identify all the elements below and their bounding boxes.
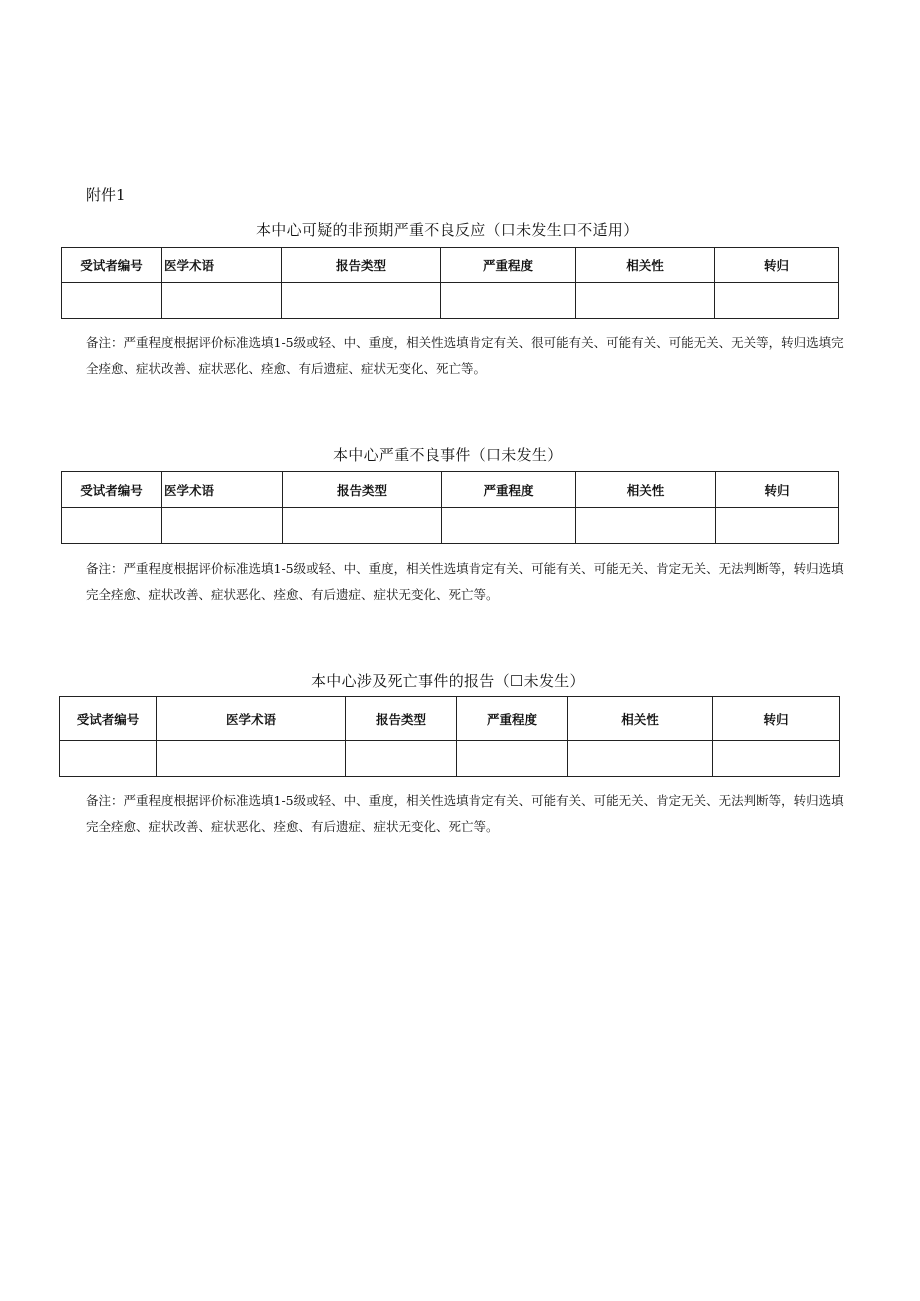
relevance-cell[interactable] (568, 741, 713, 777)
subject-id-cell[interactable] (62, 283, 162, 319)
column-header-severity: 严重程度 (457, 697, 568, 741)
column-header-relevance: 相关性 (576, 472, 716, 508)
section-note: 备注：严重程度根据评价标准选填1-5级或轻、中、重度，相关性选填肯定有关、可能有关、可能无关、肯定无关、无法判断等，转归选填完全痊愈、症状改善、症状恶化、痊愈、有后遗症、症状无变化、死亡等。 (86, 561, 844, 602)
column-header-report-type: 报告类型 (346, 697, 457, 741)
subject-id-cell[interactable] (62, 508, 162, 544)
section-title-death-events: 本中心涉及死亡事件的报告（☐未发生） (311, 672, 585, 690)
report-type-cell[interactable] (283, 508, 442, 544)
outcome-cell[interactable] (716, 508, 839, 544)
column-header-medical-term: 医学术语 (162, 472, 283, 508)
section-note: 备注：严重程度根据评价标准选填1-5级或轻、中、重度，相关性选填肯定有关、很可能有关、可能有关、可能无关、无关等，转归选填完全痊愈、症状改善、症状恶化、痊愈、有后遗症、症状无变化、死亡等。 (86, 335, 844, 376)
medical-term-cell[interactable] (157, 741, 346, 777)
column-header-severity: 严重程度 (441, 248, 576, 283)
column-header-medical-term: 医学术语 (157, 697, 346, 741)
severity-cell[interactable] (457, 741, 568, 777)
column-header-subject-id: 受试者编号 (62, 472, 162, 508)
relevance-cell[interactable] (576, 283, 715, 319)
section-title-suspected-reactions: 本中心可疑的非预期严重不良反应（口未发生口不适用） (256, 221, 639, 239)
column-header-outcome: 转归 (716, 472, 839, 508)
severity-cell[interactable] (441, 283, 576, 319)
column-header-report-type: 报告类型 (282, 248, 441, 283)
medical-term-cell[interactable] (162, 283, 282, 319)
column-header-relevance: 相关性 (568, 697, 713, 741)
section-note: 备注：严重程度根据评价标准选填1-5级或轻、中、重度，相关性选填肯定有关、可能有关、可能无关、肯定无关、无法判断等，转归选填完全痊愈、症状改善、症状恶化、痊愈、有后遗症、症状无变化、死亡等。 (86, 793, 844, 834)
column-header-medical-term: 医学术语 (162, 248, 282, 283)
severity-cell[interactable] (442, 508, 576, 544)
death-events-table (59, 696, 840, 777)
table-row (60, 741, 840, 777)
column-header-relevance: 相关性 (576, 248, 715, 283)
column-header-subject-id: 受试者编号 (62, 248, 162, 283)
column-header-outcome: 转归 (715, 248, 839, 283)
relevance-cell[interactable] (576, 508, 716, 544)
report-type-cell[interactable] (346, 741, 457, 777)
attachment-label: 附件1 (86, 186, 126, 204)
medical-term-cell[interactable] (162, 508, 283, 544)
outcome-cell[interactable] (715, 283, 839, 319)
table-row (62, 283, 839, 319)
section-title-serious-adverse-events: 本中心严重不良事件（口未发生） (333, 446, 563, 464)
column-header-subject-id: 受试者编号 (60, 697, 157, 741)
subject-id-cell[interactable] (60, 741, 157, 777)
table-row (62, 508, 839, 544)
suspected-reactions-table (61, 247, 839, 319)
column-header-outcome: 转归 (713, 697, 840, 741)
column-header-severity: 严重程度 (442, 472, 576, 508)
column-header-report-type: 报告类型 (283, 472, 442, 508)
report-type-cell[interactable] (282, 283, 441, 319)
outcome-cell[interactable] (713, 741, 840, 777)
serious-adverse-events-table (61, 471, 839, 544)
